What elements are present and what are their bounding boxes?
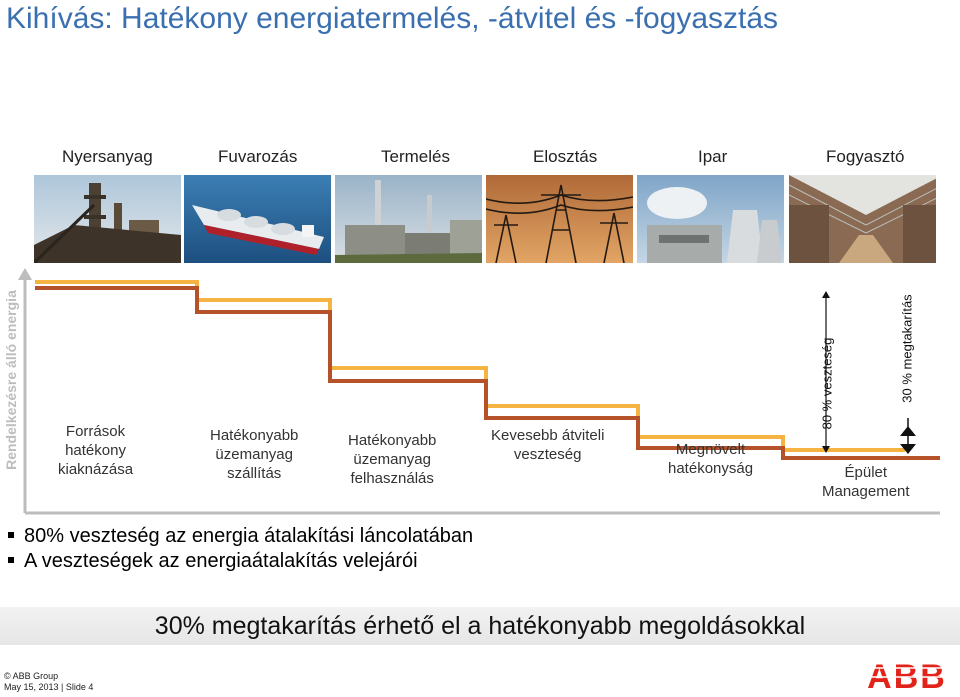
y-axis-title: Rendelkezésre álló energia	[3, 290, 19, 470]
step-label-fuel-transport: Hatékonyabb üzemanyag szállítás	[210, 427, 299, 482]
power-plant-image	[335, 175, 482, 263]
stage-label-ipar: Ipar	[698, 147, 728, 166]
step-label-resources: Források hatékony kiaknázása	[58, 423, 134, 478]
stage-label-termeles: Termelés	[381, 147, 450, 166]
bullet-item: 80% veszteség az energia átalakítási láncolatában	[8, 525, 473, 548]
date-slide-text: May 15, 2013 | Slide 4	[4, 681, 94, 692]
page-title: Kihívás: Hatékony energiatermelés, -átvitel és -fogyasztás	[6, 2, 779, 35]
stage-label-elosztas: Elosztás	[533, 147, 598, 166]
tanker-ship-image	[184, 175, 331, 263]
stage-label-fuvarozas: Fuvarozás	[218, 147, 298, 166]
refinery-image	[34, 175, 181, 263]
loss-label: 80 % veszteség	[819, 337, 835, 430]
bullet-item: A veszteségek az energiaátalakítás velejárói	[8, 550, 418, 573]
abb-logo	[858, 658, 956, 697]
industrial-plant-image	[637, 175, 784, 263]
y-axis	[18, 268, 940, 513]
step-label-efficiency: Megnövelt hatékonyság	[668, 441, 754, 477]
step-label-fuel-usage: Hatékonyabb üzemanyag felhasználás	[348, 432, 437, 487]
step-label-transmission-loss: Kevesebb átviteli veszteség	[491, 427, 605, 463]
stage-label-nyersanyag: Nyersanyag	[62, 147, 153, 166]
footer	[4, 671, 93, 693]
stage-label-fogyaszto: Fogyasztó	[826, 147, 905, 166]
logo-text: ABB	[867, 658, 947, 692]
efficient-energy-line	[35, 282, 905, 450]
transmission-lines-image	[486, 175, 633, 263]
building-interior-image	[789, 175, 936, 263]
step-label-building-management: Épület Management	[822, 464, 910, 500]
copyright-text: © ABB Group	[4, 671, 59, 681]
saving-label: 30 % megtakarítás	[899, 294, 915, 403]
summary-banner-text: 30% megtakarítás érhető el a hatékonyabb megoldásokkal	[154, 612, 806, 640]
energy-step-diagram	[0, 258, 960, 518]
